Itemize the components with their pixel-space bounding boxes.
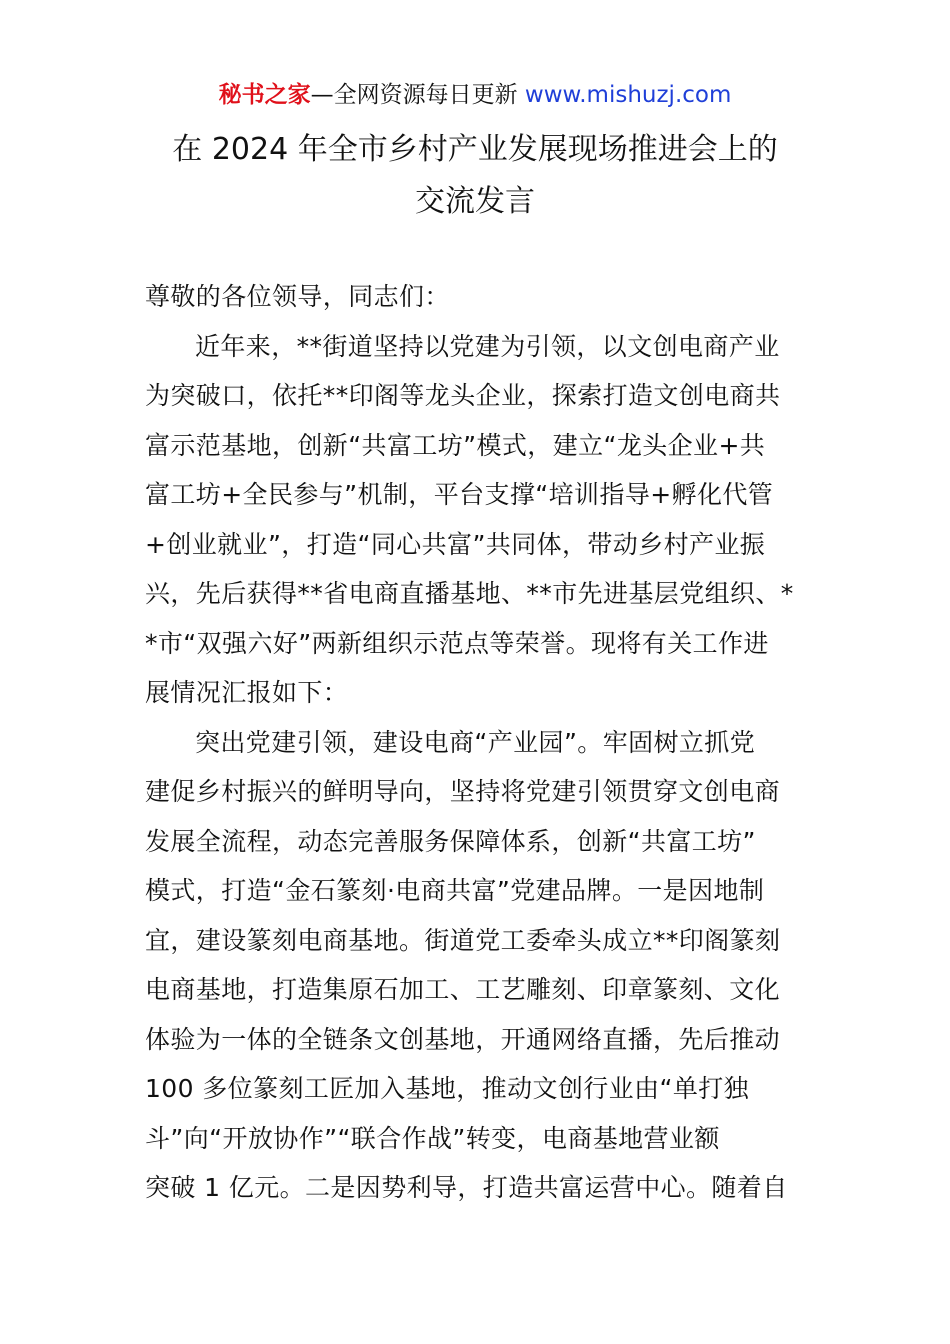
site-header bbox=[0, 78, 950, 112]
header-tagline: —全网资源每日更新 bbox=[310, 82, 525, 108]
body-line: 模式，打造“金石篆刻·电商共富”党建品牌。一是因地制 bbox=[145, 876, 765, 905]
body-line: 建促乡村振兴的鲜明导向，坚持将党建引领贯穿文创电商 bbox=[145, 777, 781, 806]
document-title bbox=[0, 124, 950, 228]
body-line: 近年来，**街道坚持以党建为引领，以文创电商产业 bbox=[195, 331, 780, 361]
body-line: +创业就业”，打造“同心共富”共同体，带动乡村产业振 bbox=[145, 529, 766, 559]
brand-name: 秘书之家 bbox=[218, 82, 311, 108]
body-line: 兴，先后获得**省电商直播基地、**市先进基层党组织、* bbox=[145, 579, 794, 608]
body-line: 100 多位篆刻工匠加入基地，推动文创行业由“单打独 bbox=[145, 1074, 750, 1103]
title-line-1: 在 2024 年全市乡村产业发展现场推进会上的 bbox=[172, 132, 778, 167]
body-line: 为突破口，依托**印阁等龙头企业，探索打造文创电商共 bbox=[145, 381, 781, 410]
body-line: 宜，建设篆刻电商基地。街道党工委牵头成立**印阁篆刻 bbox=[145, 925, 781, 955]
body-line: 发展全流程，动态完善服务保障体系，创新“共富工坊” bbox=[145, 826, 756, 856]
document-body bbox=[145, 272, 815, 1213]
body-line: 富工坊+全民参与”机制，平台支撑“培训指导+孵化代管 bbox=[145, 480, 774, 509]
body-line: 斗”向“开放协作”“联合作战”转变，电商基地营业额 bbox=[145, 1123, 720, 1153]
title-line-2: 交流发言 bbox=[415, 184, 535, 219]
body-line: *市“双强六好”两新组织示范点等荣誉。现将有关工作进 bbox=[145, 628, 769, 658]
body-line: 突破 1 亿元。二是因势利导，打造共富运营中心。随着自 bbox=[145, 1173, 788, 1202]
body-line: 突出党建引领，建设电商“产业园”。牢固树立抓党 bbox=[195, 727, 756, 757]
body-line: 富示范基地，创新“共富工坊”模式，建立“龙头企业+共 bbox=[145, 430, 766, 460]
body-line: 体验为一体的全链条文创基地，开通网络直播，先后推动 bbox=[145, 1024, 781, 1054]
body-line: 电商基地，打造集原石加工、工艺雕刻、印章篆刻、文化 bbox=[145, 975, 781, 1004]
body-line: 展情况汇报如下： bbox=[145, 678, 349, 707]
site-url-link[interactable]: www.mishuzj.com bbox=[524, 82, 732, 108]
salutation: 尊敬的各位领导，同志们： bbox=[145, 282, 450, 311]
